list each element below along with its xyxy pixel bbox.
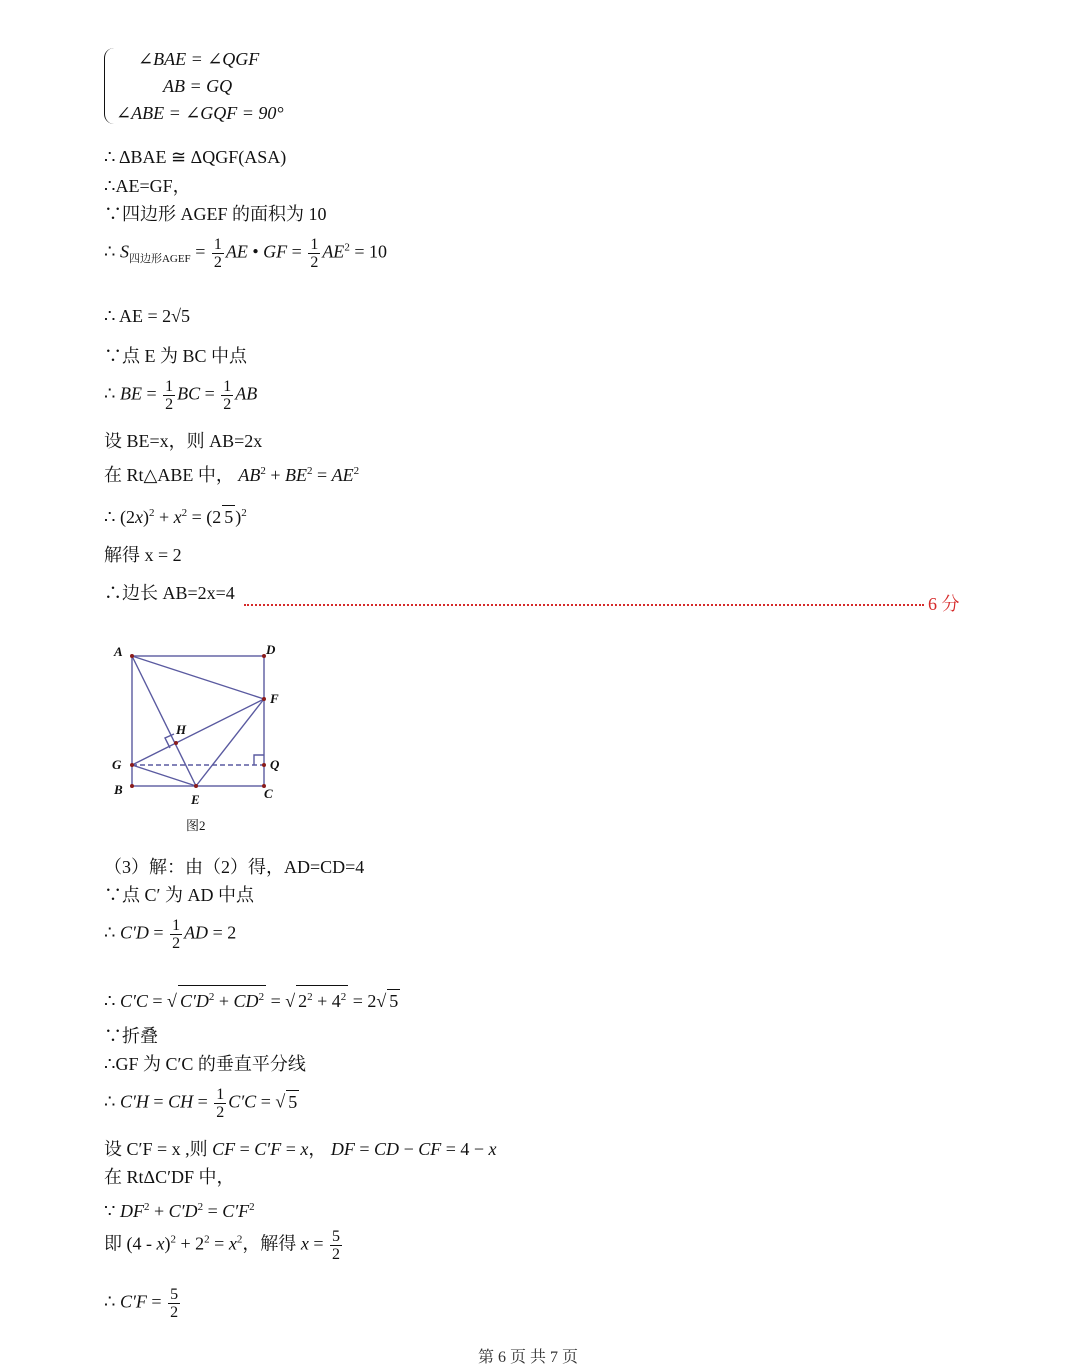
part3-result: ∴ C′F = $\frac{5}{2}$ bbox=[104, 1286, 179, 1321]
line-area: ∵四边形 AGEF 的面积为 10 bbox=[104, 204, 327, 224]
right-angle-h bbox=[165, 734, 174, 748]
line-ae-value: ∴ AE = 2√5 bbox=[104, 306, 190, 326]
line-midpoint-e: ∵点 E 为 BC 中点 bbox=[104, 346, 248, 366]
part3-ch-formula: ∴ C′H = CH = $\frac{1}{2}$ C′C = √ 5 bbox=[104, 1086, 298, 1121]
system-eq-2: AB = GQ bbox=[163, 76, 233, 96]
part3-bisector: ∴GF 为 C′C 的垂直平分线 bbox=[104, 1054, 306, 1074]
part3-fold: ∵折叠 bbox=[104, 1026, 158, 1046]
part3-cd-formula: ∴ C′D = $\frac{1}{2}$ AD = 2 bbox=[104, 917, 237, 952]
label-h: H bbox=[176, 722, 187, 737]
line-ae-gf: ∴AE=GF， bbox=[104, 176, 191, 196]
part3-cc-formula: ∴ C′C = √ $C'D^2 + CD^2$ = √ $2^2 + 4^2 = 2√$ 5 bbox=[104, 985, 400, 1012]
line-equation-x: ∴ $(2x)^2 + x^2 = (2$ 5 )$^2$ bbox=[104, 507, 247, 527]
line-side-length: ∴边长 AB=2x=4 bbox=[104, 583, 235, 603]
segment-ge bbox=[132, 765, 196, 786]
part3-set-x: 设 C′F = x ,则 CF = C′F = x， DF = CD − CF = 4 − x bbox=[104, 1139, 497, 1159]
segment-ef bbox=[196, 699, 264, 786]
score-leader-dots bbox=[244, 590, 924, 606]
segment-gf bbox=[132, 699, 264, 765]
therefore-prefix: ∴ bbox=[104, 241, 120, 262]
right-angle-q bbox=[254, 755, 264, 765]
label-q: Q bbox=[270, 757, 280, 772]
line-area-formula: ∴ $S_{四边形AGEF}$ = $\frac{1}{2}$ AE • GF = $\frac{1}{2}$ $AE^2 = 10$ bbox=[104, 236, 387, 271]
system-eq-3: ∠ABE = ∠GQF = 90° bbox=[116, 103, 284, 123]
part3-pythagoras: ∵ $DF^2 + C'D^2 = C'F^2$ bbox=[104, 1201, 255, 1221]
line-congruent: ∴ ΔBAE ≅ ΔQGF(ASA) bbox=[104, 147, 287, 167]
square-abcd bbox=[132, 656, 264, 786]
part3-midpoint: ∵点 C′ 为 AD 中点 bbox=[104, 885, 254, 905]
part3-rt-triangle: 在 RtΔC′DF 中， bbox=[104, 1167, 235, 1187]
line-be-formula: ∴ BE = $\frac{1}{2}$ BC = $\frac{1}{2}$ AB bbox=[104, 378, 258, 413]
area-subscript: 四边形AGEF bbox=[128, 253, 191, 266]
part3-solve: 即 $(4 - x)^2 + 2^2 = x^2$，解得 x = $\frac{5}{2}$ bbox=[104, 1228, 340, 1263]
label-c: C bbox=[264, 786, 273, 801]
part3-intro: （3）解：由（2）得，AD=CD=4 bbox=[104, 857, 365, 877]
page-footer: 第 6 页 共 7 页 bbox=[478, 1349, 579, 1366]
line-pythagoras: 在 Rt△ABE 中， $AB^2 + BE^2 = AE^2$ bbox=[104, 465, 360, 485]
label-d: D bbox=[266, 642, 276, 657]
line-set-be: 设 BE=x，则 AB=2x bbox=[104, 431, 263, 451]
figure-2-diagram bbox=[100, 638, 300, 838]
figure-caption: 图2 bbox=[186, 818, 206, 833]
score-label: 6 分 bbox=[928, 594, 960, 614]
segment-ae bbox=[132, 656, 196, 786]
label-e: E bbox=[191, 792, 200, 807]
label-f: F bbox=[270, 691, 279, 706]
segment-af bbox=[132, 656, 264, 699]
label-g: G bbox=[112, 757, 122, 772]
line-solve-x: 解得 x = 2 bbox=[104, 545, 182, 565]
label-a: A bbox=[114, 644, 123, 659]
label-b: B bbox=[114, 782, 123, 797]
system-eq-1: ∠BAE = ∠QGF bbox=[138, 49, 260, 69]
